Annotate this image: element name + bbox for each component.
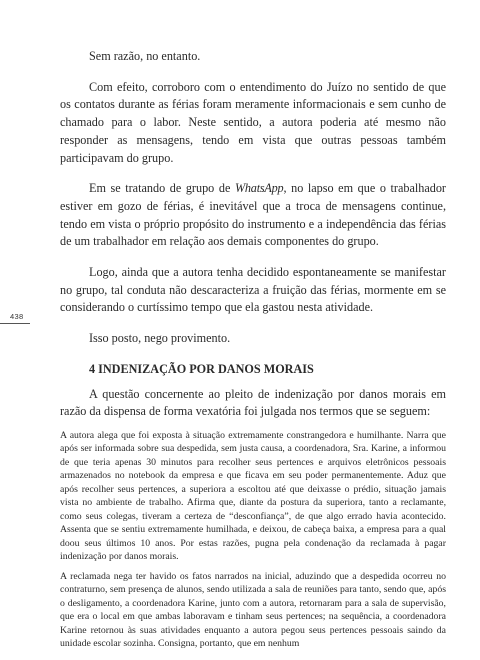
page-number-rule — [0, 323, 30, 324]
whatsapp-term: WhatsApp — [234, 181, 284, 196]
paragraph-com-efeito: Com efeito, corroboro com o entendimento do Juízo no sentido de que os contatos durante as férias foram meramente informacionais e sem cunho de chamado para o labor. Neste sentido, a autora poderia até mesmo não responder as mensagens, tendo em vista que outras pessoas também participavam do grupo. — [60, 79, 446, 165]
section-heading: 4 INDENIZAÇÃO POR DANOS MORAIS — [89, 361, 314, 376]
paragraph-whatsapp-group — [60, 180, 446, 251]
paragraph-whatsapp-text-after: , no lapso em que o trabalhador estiver em gozo de férias, é inevitável que a troca de mensagens continue, tendo em vista o próprio propósito do instrumento e a independência das férias de um trabalhador em relação aos demais componentes do grupo. — [60, 181, 446, 249]
paragraph-whatsapp-text-before: Em se tratando de grupo de — [89, 181, 235, 196]
paragraph-questao: A questão concernente ao pleito de indenização por danos morais em razão da dispensa de forma vexatória foi julgada nos termos que se seguem: — [60, 386, 446, 419]
quote-paragraph-autora: A autora alega que foi exposta à situação extremamente constrangedora e humilhante. Narra que após ser informada sobre sua despedida, sem justa causa, a coordenadora, Sra. Karine, a informou de que teria apenas 30 minutos para recolher seus pertences e arquivos eletrônicos pessoais armazenados no notebook da empresa e que ficava em seu poder permanentemente. Aduz que após recolher seus pertences, a superiora a escoltou até que deixasse o prédio, situação jamais vista no ambiente de trabalho. Afirma que, diante da postura da superiora, tanto a reclamante, como seus colegas, tiveram a certeza de “desconfiança”, de que algo errado havia acontecido. Assenta que se sentiu extremamente humilhada, e deixou, de cabeça baixa, a empresa para a qual doou seus últimos 10 anos. Por estas razões, pugna pela condenação da reclamada à pagar indenização por danos morais. — [60, 429, 446, 563]
paragraph-logo: Logo, ainda que a autora tenha decidido espontaneamente se manifestar no grupo, tal conduta não descaracteriza a fruição das férias, mormente em se considerando o curtíssimo tempo que ela gastou nesta atividade. — [60, 265, 446, 315]
page-number: 438 — [10, 312, 24, 321]
quote-paragraph-reclamada: A reclamada nega ter havido os fatos narrados na inicial, aduzindo que a despedida ocorreu no contraturno, sem presença de alunos, sendo utilizada a sala de reuniões para tanto, sendo que, após o desligamento, a coordenadora Karine, junto com a autora, retornaram para a sala de supervisão, que era o local em que ambas laboravam e tinham seus pertences; na sequência, a coordenadora Karine retornou às suas atividades enquanto a autora pegou seus pertences pessoais saindo da unidade escolar sozinha. Consigna, portanto, que em nenhum — [60, 570, 446, 650]
paragraph-nego-provimento: Isso posto, nego provimento. — [89, 331, 231, 346]
paragraph-sem-razao: Sem razão, no entanto. — [89, 49, 201, 63]
page-content — [60, 48, 446, 657]
